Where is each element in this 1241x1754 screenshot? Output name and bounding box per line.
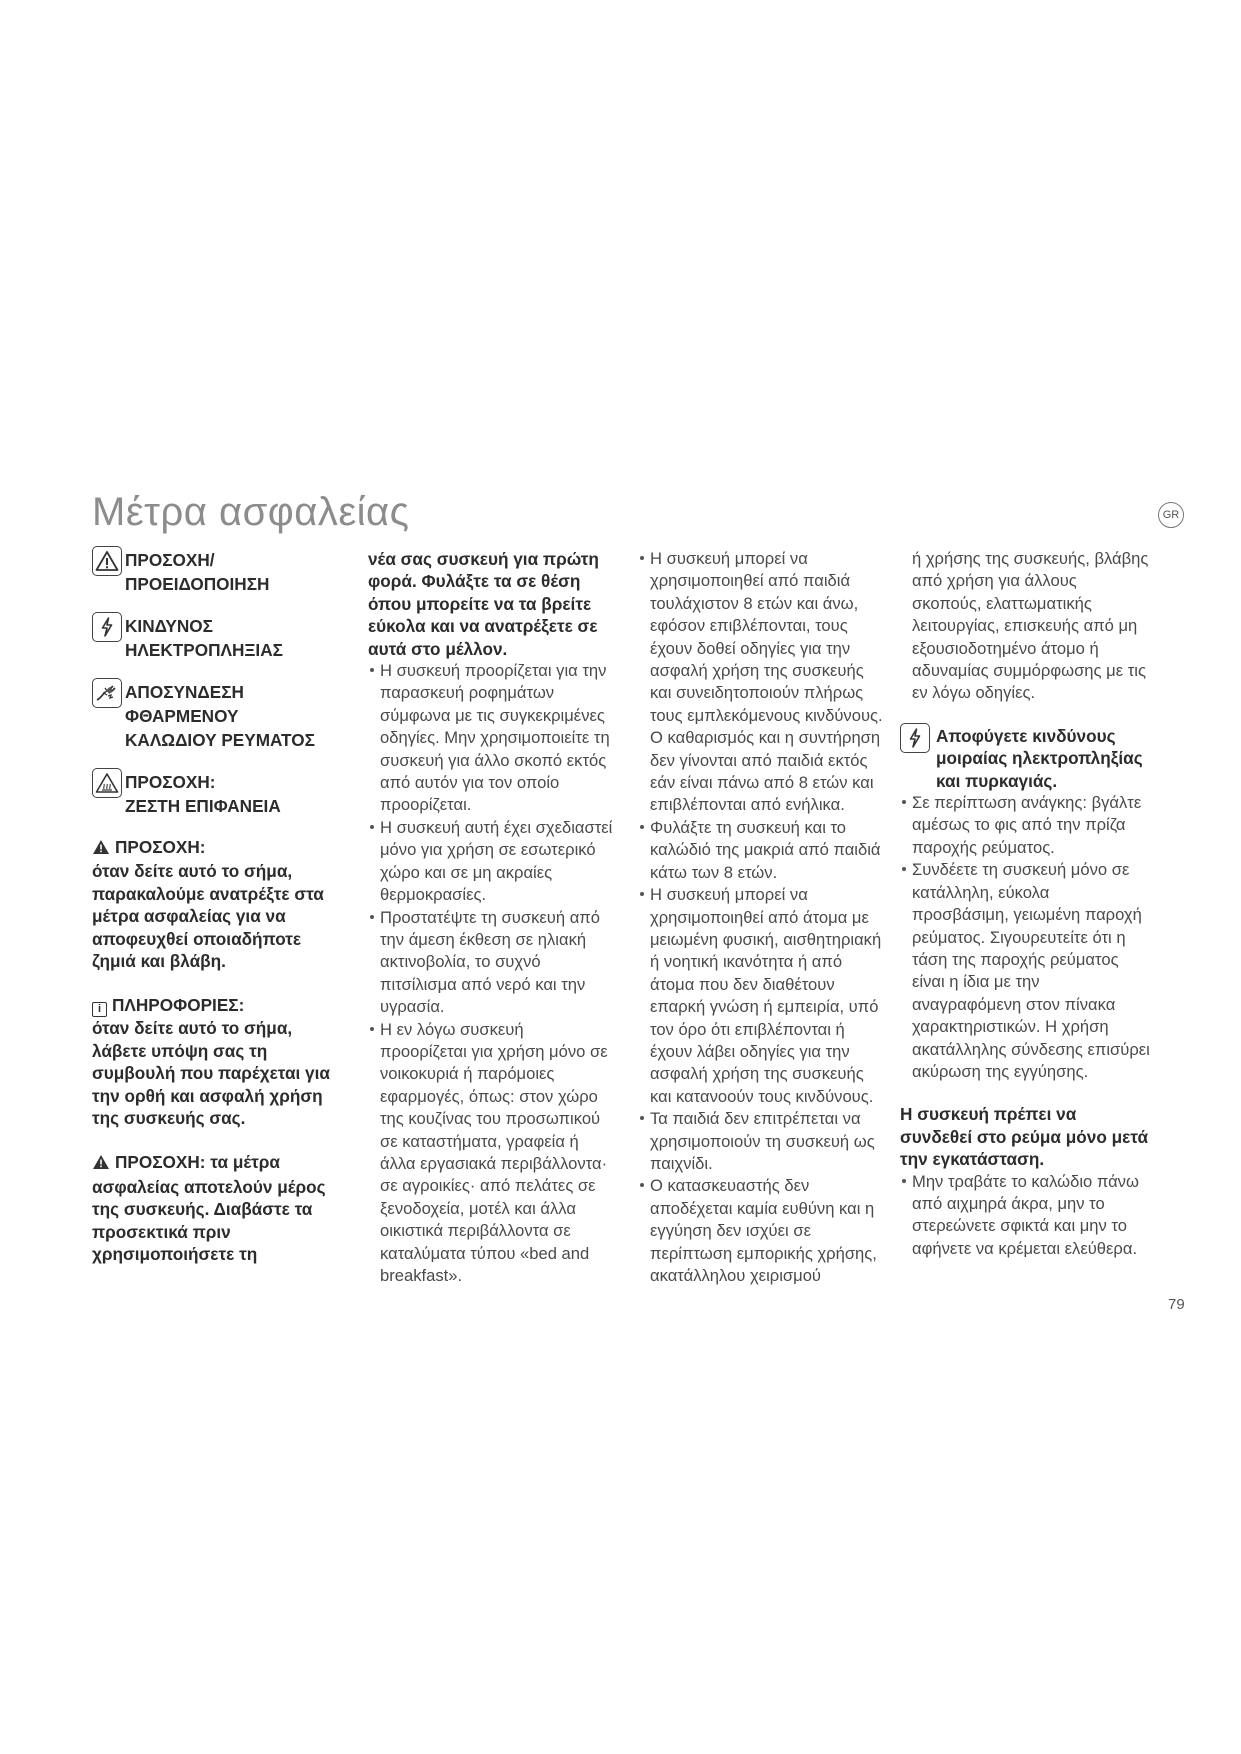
info-text: όταν δείτε αυτό το σήμα, λάβετε υπόψη σας τη συμβουλή που παρέχεται για την ορθή και ασφαλή χρήση της συσκευής σας. [92,1018,330,1129]
warning-triangle-icon [92,546,122,576]
column-3 [638,548,883,1287]
column-4 [900,548,1150,1260]
column-2-intro: νέα σας συσκευή για πρώτη φορά. Φυλάξτε τα σε θέση όπου μπορείτε να τα βρείτε εύκολα και να ανατρέξετε σε αυτά στο μέλλον. [368,549,599,659]
list-item: Σε περίπτωση ανάγκης: βγάλτε αμέσως το φις από την πρίζα παροχής ρεύματος. [900,792,1150,859]
caution-2-text: ΠΡΟΣΟΧΗ: τα μέτρα ασφαλείας αποτελούν μέρος της συσκευής. Διαβάστε τα προσεκτικά πριν χρησιμοποιήσετε τη [92,1152,326,1265]
column-1 [92,548,340,1288]
symbol-row-cord [92,680,340,752]
list-item: Ο κατασκευαστής δεν αποδέχεται καμία ευθύνη και η εγγύηση δεν ισχύει σε περίπτωση εμπορικής χρήσης, ακατάλληλου χειρισμού [638,1175,883,1287]
heading-1: Αποφύγετε κινδύνους μοιραίας ηλεκτροπληξίας και πυρκαγιάς. [936,725,1143,791]
list-item: Η εν λόγω συσκευή προορίζεται για χρήση μόνο σε νοικοκυριά ή παρόμοιες εφαρμογές, όπως: στον χώρο της κουζίνας του προσωπικού σε καταστήματα, γραφεία ή άλλα εργασιακά περιβάλλοντα· σε αγροικίες· από πελάτες σε ξενοδοχεία, μοτέλ και άλλα οικιστικά περιβάλλοντα σε καταλύματα τύπου «bed and breakfast». [368,1019,613,1288]
caution-title: ΠΡΟΣΟΧΗ: [115,837,206,857]
column-4-continued: ή χρήσης της συσκευής, βλάβης από χρήση για άλλους σκοπούς, ελαττωματικής λειτουργίας, επισκευής από μη εξουσιοδοτημένο άτομο ή αδυναμίας συμμόρφωσης με τις εν λόγω οδηγίες. [912,549,1149,703]
page-title: Μέτρα ασφαλείας [92,490,410,534]
caution-note [92,836,340,972]
list-item: Φυλάξτε τη συσκευή και το καλώδιό της μακριά από παιδιά κάτω των 8 ετών. [638,817,883,884]
electric-warning-heading [900,725,1150,792]
list-item: Η συσκευή αυτή έχει σχεδιαστεί μόνο για χρήση σε εσωτερικό χώρο και σε μη ακραίες θερμοκρασίες. [368,817,613,907]
list-item: Συνδέετε τη συσκευή μόνο σε κατάλληλη, εύκολα προσβάσιμη, γειωμένη παροχή ρεύματος. Σιγουρευτείτε ότι η τάση της παροχής ρεύματος είναι η ίδια με την αναγραφόμενη στον πίνακα χαρακτηριστικών. Η χρήση ακατάλληλης σύνδεσης επισύρει ακύρωση της εγγύησης. [900,859,1150,1083]
electric-shock-icon [900,723,930,753]
warning-triangle-icon [92,838,110,860]
damaged-cord-icon [92,678,122,708]
caution-text: όταν δείτε αυτό το σήμα, παρακαλούμε ανατρέξτε στα μέτρα ασφαλείας για να αποφευχθεί οποιαδήποτε ζημιά και βλάβη. [92,861,324,972]
symbol-label-warning: ΠΡΟΣΟΧΗ/ ΠΡΟΕΙΔΟΠΟΙΗΣΗ [125,550,270,594]
symbol-label-cord: ΑΠΟΣΥΝΔΕΣΗ ΦΘΑΡΜΕΝΟΥ ΚΑΛΩΔΙΟΥ ΡΕΥΜΑΤΟΣ [125,682,315,750]
symbol-row-electric [92,614,340,662]
hot-surface-icon [92,768,122,798]
column-2 [368,548,613,1287]
symbol-row-hot [92,770,340,818]
symbol-row-warning [92,548,340,596]
warning-triangle-icon [92,1153,110,1175]
symbol-label-hot: ΠΡΟΣΟΧΗ: ΖΕΣΤΗ ΕΠΙΦΑΝΕΙΑ [125,772,281,816]
symbol-label-electric: ΚΙΝΔΥΝΟΣ ΗΛΕΚΤΡΟΠΛΗΞΙΑΣ [125,616,283,660]
info-title-row [92,994,340,1017]
info-icon: i [92,1002,107,1017]
info-note [92,994,340,1129]
info-title: ΠΛΗΡΟΦΟΡΙΕΣ: [112,995,245,1016]
list-item: Μην τραβάτε το καλώδιο πάνω από αιχμηρά άκρα, μην το στερεώνετε σφικτά και μην το αφήνετε να κρέμεται ελεύθερα. [900,1171,1150,1261]
list-item: Η συσκευή μπορεί να χρησιμοποιηθεί από άτομα με μειωμένη φυσική, αισθητηριακή ή νοητική ικανότητα ή από άτομα που δεν διαθέτουν επαρκή γνώση ή εμπειρία, υπό τον όρο ότι επιβλέπονται ή έχουν λάβει οδηγίες για την ασφαλή χρήση της συσκευής και κατανοούν τους κινδύνους. [638,884,883,1108]
electric-shock-icon [92,612,122,642]
caution-title-row [92,836,340,860]
caution-note-2 [92,1151,340,1265]
list-item: Η συσκευή προορίζεται για την παρασκευή ροφημάτων σύμφωνα με τις συγκεκριμένες οδηγίες. Μην χρησιμοποιείτε τη συσκευή για άλλο σκοπό εκτός από αυτόν για τον οποίο προορίζεται. [368,660,613,817]
list-item: Προστατέψτε τη συσκευή από την άμεση έκθεση σε ηλιακή ακτινοβολία, το συχνό πιτσίλισμα από νερό και την υγρασία. [368,907,613,1019]
list-item: Τα παιδιά δεν επιτρέπεται να χρησιμοποιούν τη συσκευή ως παιχνίδι. [638,1108,883,1175]
page-number: 79 [1168,1296,1185,1313]
list-item: Η συσκευή μπορεί να χρησιμοποιηθεί από παιδιά τουλάχιστον 8 ετών και άνω, εφόσον επιβλέπονται, τους έχουν δοθεί οδηγίες για την ασφαλή χρήση της συσκευής και συνειδητοποιούν πλήρως τους εμπλεκόμενους κινδύνους. Ο καθαρισμός και η συντήρηση δεν γίνονται από παιδιά εκτός εάν είναι πάνω από 8 ετών και επιβλέπονται από ενήλικα. [638,548,883,817]
language-badge: GR [1158,502,1184,528]
heading-2: Η συσκευή πρέπει να συνδεθεί στο ρεύμα μόνο μετά την εγκατάσταση. [900,1104,1149,1170]
